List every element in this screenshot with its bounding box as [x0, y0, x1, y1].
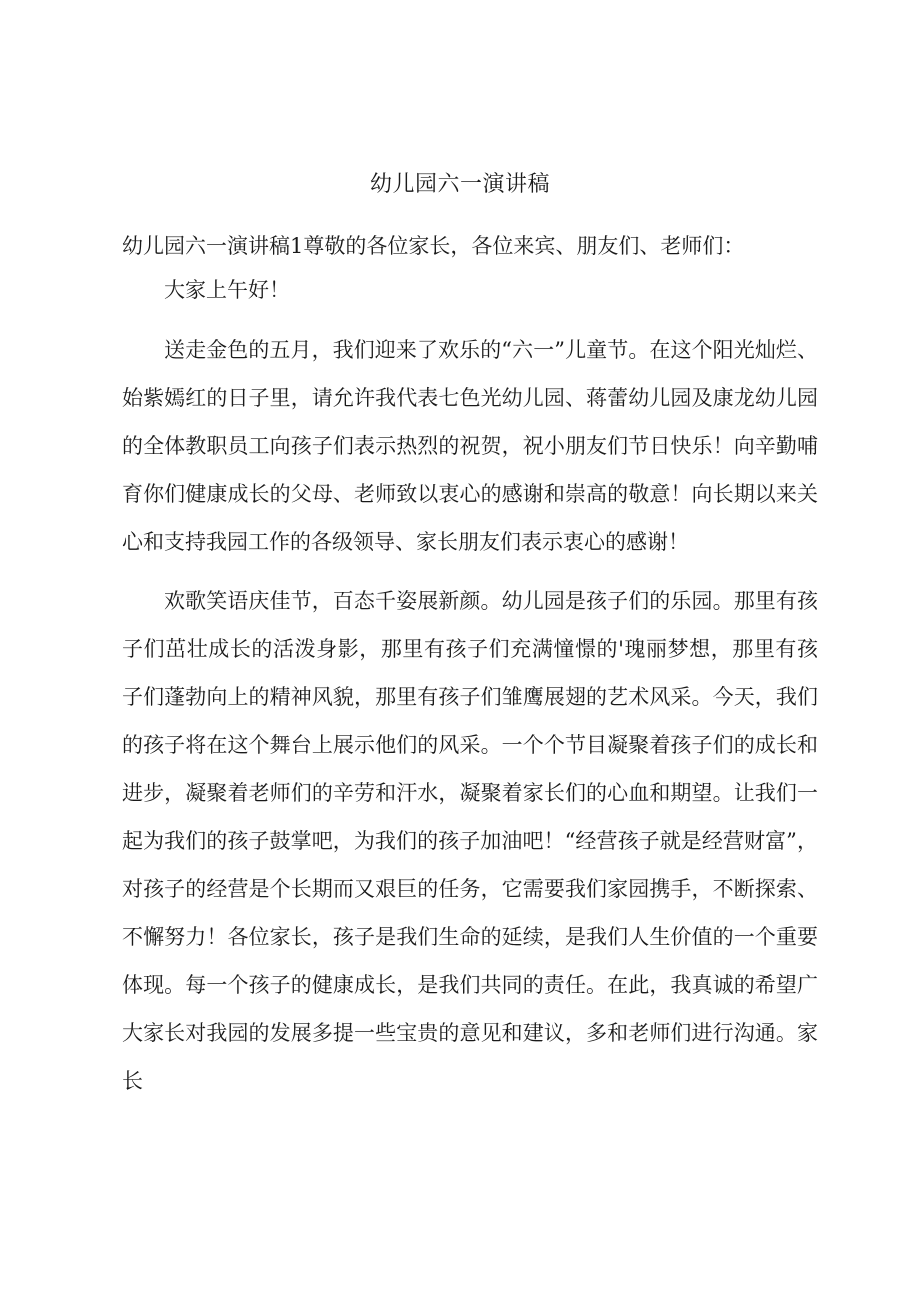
intro-line: 幼儿园六一演讲稿1尊敬的各位家长，各位来宾、朋友们、老师们：	[122, 234, 745, 258]
paragraph-1: 送走金色的五月，我们迎来了欢乐的“六一”儿童节。在这个阳光灿烂、始紫嫣红的日子里，请允许我代表七色光幼儿园、蒋蕾幼儿园及康龙幼儿园的全体教职员工向孩子们表示热烈的祝贺，祝小朋友们节日快乐！向辛勤哺育你们健康成长的父母、老师致以衷心的感谢和崇高的敬意！向长期以来关心和支持我园工作的各级领导、家长朋友们表示衷心的感谢！	[122, 338, 818, 554]
document-body	[122, 224, 818, 1116]
paragraph-2: 欢歌笑语庆佳节，百态千姿展新颜。幼儿园是孩子们的乐园。那里有孩子们茁壮成长的活泼身影，那里有孩子们充满憧憬的'瑰丽梦想，那里有孩子们蓬勃向上的精神风貌，那里有孩子们雏鹰展翅的艺术风采。今天，我们的孩子将在这个舞台上展示他们的风采。一个个节目凝聚着孩子们的成长和进步，凝聚着老师们的辛劳和汗水，凝聚着家长们的心血和期望。让我们一起为我们的孩子鼓掌吧，为我们的孩子加油吧！“经营孩子就是经营财富”，对孩子的经营是个长期而又艰巨的任务，它需要我们家园携手，不断探索、不懈努力！各位家长，孩子是我们生命的延续，是我们人生价值的一个重要体现。每一个孩子的健康成长，是我们共同的责任。在此，我真诚的希望广大家长对我园的发展多提一些宝贵的意见和建议，多和老师们进行沟通。家长	[122, 589, 818, 1093]
greeting-line: 大家上午好！	[164, 278, 290, 302]
document-title: 幼儿园六一演讲稿	[369, 172, 550, 197]
